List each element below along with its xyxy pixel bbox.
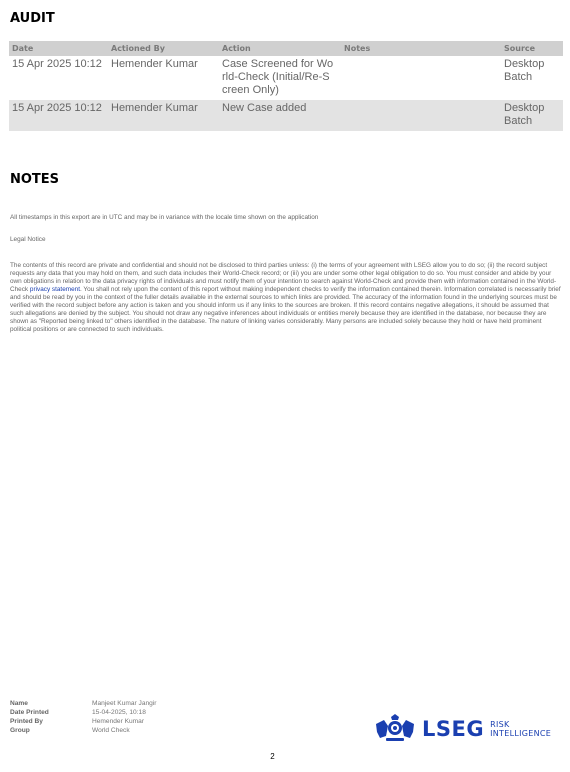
column-header-actioned-by: Actioned By [108, 41, 219, 56]
audit-table [9, 41, 563, 131]
meta-row-printed-by [10, 717, 157, 726]
audit-header-row [9, 41, 563, 56]
meta-value: World Check [92, 727, 130, 734]
meta-value: Hemender Kumar [92, 718, 145, 725]
cell-source: Desktop Batch [504, 58, 545, 83]
audit-section-title: AUDIT [10, 11, 55, 26]
cell-notes [341, 56, 501, 100]
meta-label: Printed By [10, 718, 43, 725]
brand-name: LSEG [422, 717, 485, 741]
meta-label: Group [10, 727, 30, 734]
privacy-statement-link[interactable]: privacy statement [29, 286, 80, 293]
meta-label: Name [10, 700, 28, 707]
column-header-source: Source [501, 41, 563, 56]
table-row [9, 100, 563, 131]
legal-notice-body [10, 262, 562, 334]
column-header-date: Date [9, 41, 108, 56]
meta-row-group [10, 726, 157, 735]
cell-action: Case Screened for World-Check (Initial/Re-Screen Only) [222, 58, 334, 96]
brand-subtitle [490, 720, 551, 738]
legal-text-part-2: . You shall not rely upon the content of this report without making independent checks to verify the information contained therein. Information correlated is necessarily brief and should be read by you in the context of the fuller details available in the external sources to which links are provided. The accuracy of the information found in the underlying sources must be verified with the record subject before any action is taken and you should inform us if any links to the sources are broken. If this record contains negative allegations, it should be assumed that such allegations are denied by the subject. You should not draw any negative inferences about individuals or entities merely because they are identified in the database, nor because they are shown as "Reported being linked to" others identified in the database. The nature of linking varies considerably. Many persons are included solely because they hold or have held prominent political positions or are connected to such individuals. [10, 286, 561, 333]
meta-label: Date Printed [10, 709, 49, 716]
cell-notes [341, 100, 501, 131]
cell-actioned-by: Hemender Kumar [108, 100, 219, 131]
meta-row-name [10, 699, 157, 708]
cell-date: 15 Apr 2025 10:12 [9, 100, 108, 131]
cell-actioned-by: Hemender Kumar [111, 58, 198, 70]
crest-icon [374, 714, 416, 744]
cell-date: 15 Apr 2025 10:12 [12, 58, 102, 70]
meta-value: 15-04-2025, 10:18 [92, 709, 146, 716]
brand-sub-line: INTELLIGENCE [490, 729, 552, 738]
column-header-notes: Notes [341, 41, 501, 56]
column-header-action: Action [219, 41, 341, 56]
timezone-note: All timestamps in this export are in UTC and may be in variance with the locale time shown on the application [10, 214, 319, 221]
notes-section-title: NOTES [10, 172, 60, 187]
lseg-logo [374, 714, 551, 744]
brand-sub-line: RISK [490, 720, 510, 729]
meta-value: Manjeet Kumar Jangir [92, 700, 157, 707]
print-metadata [10, 699, 157, 735]
meta-row-date-printed [10, 708, 157, 717]
page-number: 2 [270, 752, 275, 761]
cell-action: New Case added [219, 100, 341, 131]
legal-notice-title: Legal Notice [10, 236, 46, 243]
cell-source: Desktop Batch [501, 100, 563, 131]
table-row [9, 56, 563, 100]
legal-text-part-1: The contents of this record are private and confidential and should not be disclosed to third parties unless: (i) the terms of your agreement with LSEG allow you to do so; (ii) the record subject requests any data that you may hold on them, and such data includes their World-Check record; or (iii) you are under some other legal obligation to do so. You must consider and abide by your own obligations in relation to the data privacy rights of individuals and must notify them of your intention to search against World-Check and provide them with information contained in the World-Check [10, 262, 557, 293]
